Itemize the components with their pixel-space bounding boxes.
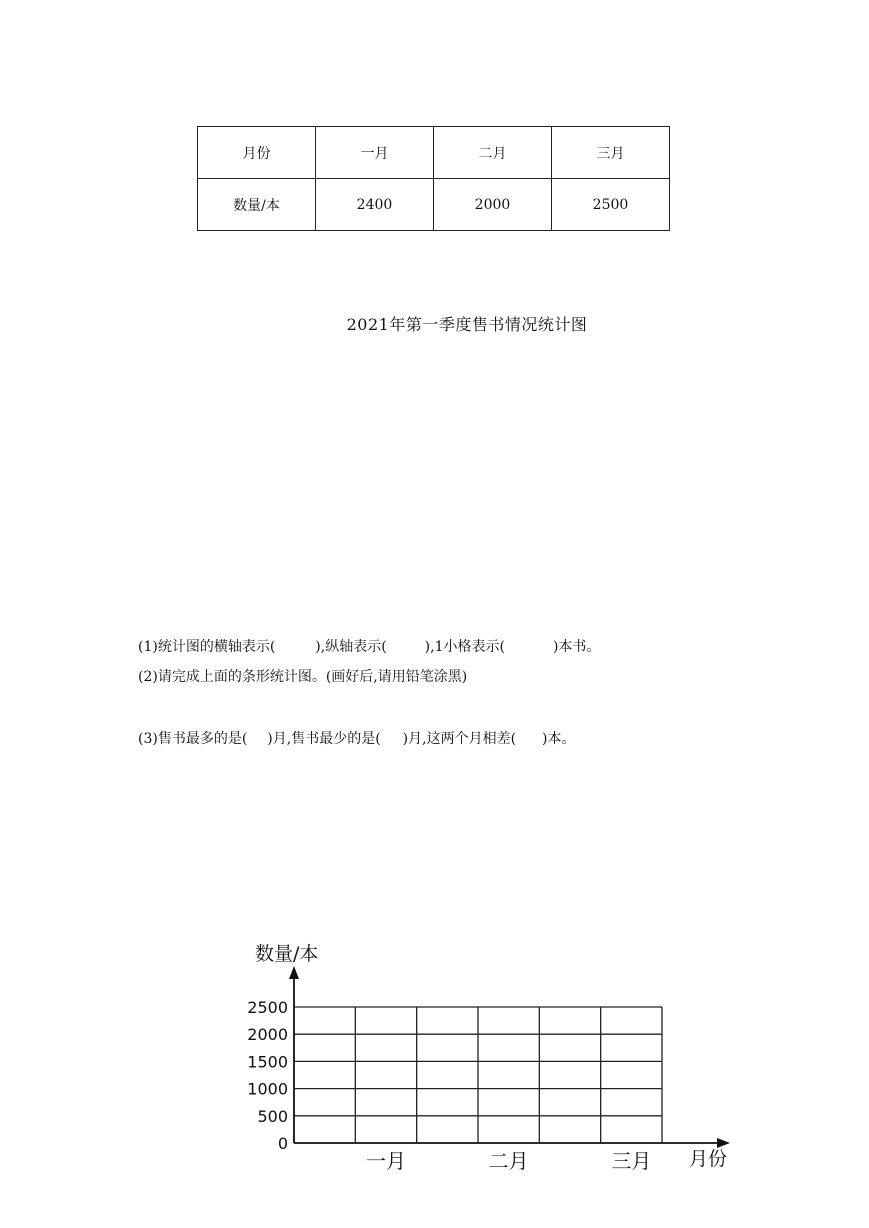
y-tick-label: 1500 bbox=[247, 1052, 288, 1072]
y-tick-label: 2500 bbox=[247, 998, 288, 1017]
question-1-part: )本书。 bbox=[552, 639, 601, 655]
y-tick-label: 2000 bbox=[247, 1025, 288, 1045]
question-1-part: ),纵轴表示( bbox=[315, 639, 387, 655]
y-tick-label: 500 bbox=[257, 1106, 288, 1126]
x-tick-label: 一月 bbox=[366, 1149, 406, 1173]
table-cell: 二月 bbox=[434, 127, 552, 179]
question-1-part: ),1小格表示( bbox=[424, 639, 505, 655]
x-tick-label: 二月 bbox=[488, 1149, 529, 1173]
question-2: (2)请完成上面的条形统计图。(画好后,请用铅笔涂黑) bbox=[138, 669, 468, 685]
chart-title: 2021年第一季度售书情况统计图 bbox=[346, 315, 588, 334]
table-cell: 一月 bbox=[316, 127, 434, 179]
x-axis-label: 月份 bbox=[689, 1148, 728, 1170]
table-cell: 三月 bbox=[552, 127, 670, 179]
y-tick-label: 0 bbox=[277, 1134, 288, 1153]
y-axis-arrow bbox=[289, 966, 299, 979]
table-cell: 数量/本 bbox=[198, 179, 316, 231]
question-1-part: (1)统计图的横轴表示( bbox=[138, 639, 276, 655]
table-cell: 2500 bbox=[552, 179, 670, 231]
x-axis-arrow bbox=[717, 1138, 730, 1148]
table-cell: 2000 bbox=[434, 179, 552, 231]
table-cell: 月份 bbox=[198, 127, 316, 179]
y-axis-label: 数量/本 bbox=[255, 943, 319, 965]
question-3-part: )月,售书最少的是( bbox=[267, 731, 381, 747]
question-3-part: )本。 bbox=[542, 731, 576, 747]
x-tick-label: 三月 bbox=[611, 1149, 652, 1173]
table-cell: 2400 bbox=[316, 179, 434, 231]
question-3-part: )月,这两个月相差( bbox=[402, 731, 517, 747]
question-3-part: (3)售书最多的是( bbox=[138, 731, 248, 747]
y-tick-label: 1000 bbox=[247, 1079, 288, 1099]
